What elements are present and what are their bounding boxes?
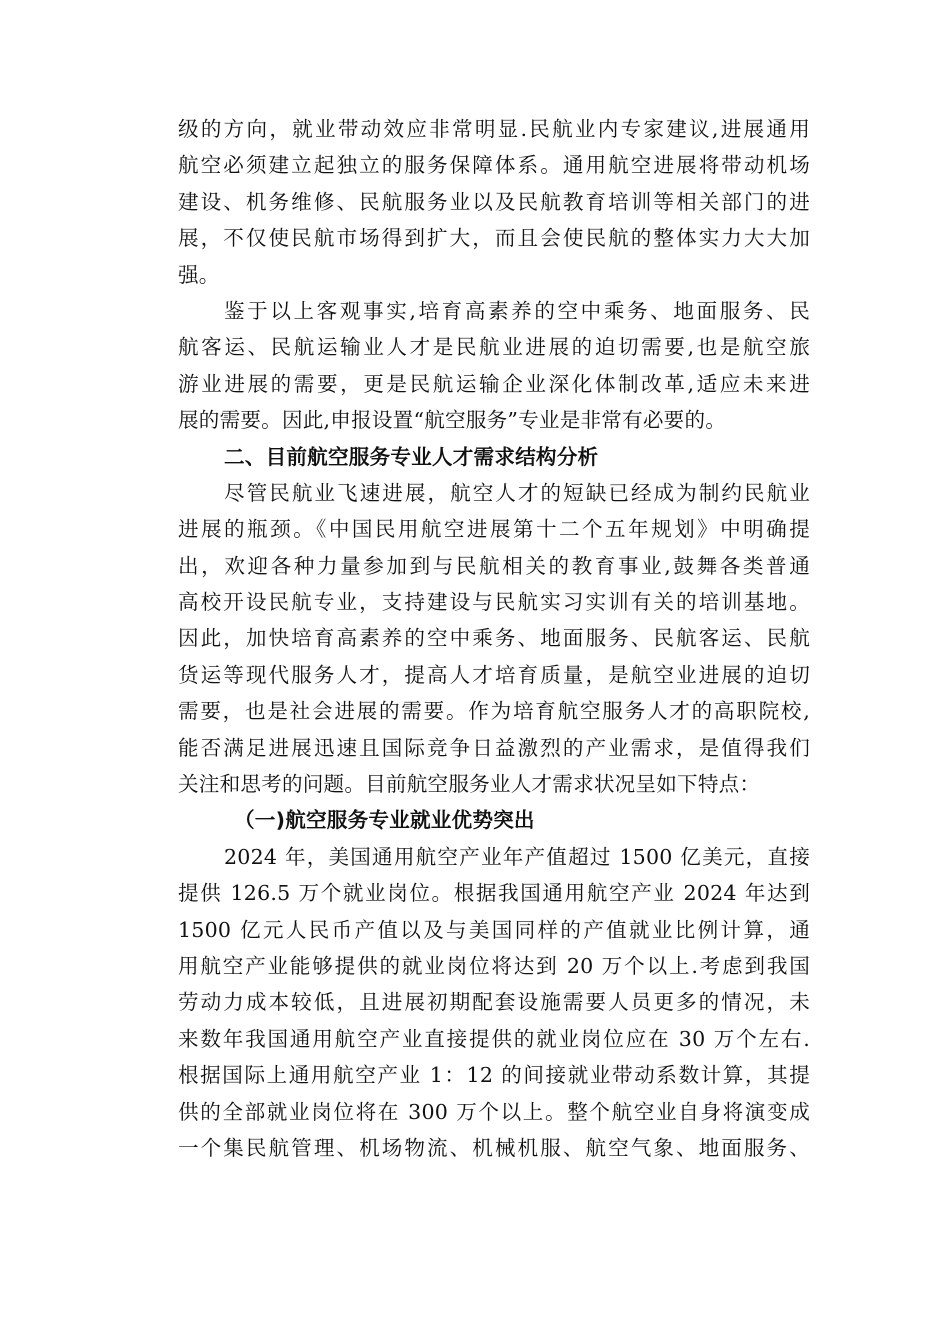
text-line: 需要，也是社会进展的需要。作为培育航空服务人才的高职院校, bbox=[178, 699, 810, 724]
text-line: 鉴于以上客观事实,培育高素养的空中乘务、地面服务、民 bbox=[224, 298, 810, 323]
text-line: 一个集民航管理、机场物流、机械机服、航空气象、地面服务、 bbox=[178, 1135, 810, 1160]
text-line: 2024 年，美国通用航空产业年产值超过 1500 亿美元，直接 bbox=[224, 844, 810, 869]
paragraph-talent-shortage bbox=[178, 475, 810, 803]
section-heading: 二、目前航空服务专业人才需求结构分析 bbox=[224, 444, 599, 469]
text-line: 级的方向，就业带动效应非常明显.民航业内专家建议,进展通用 bbox=[178, 117, 810, 141]
text-line: 货运等现代服务人才，提高人才培育质量，是航空业进展的迫切 bbox=[178, 662, 810, 687]
text-line: 高校开设民航专业，支持建设与民航实习实训有关的培训基地。 bbox=[178, 590, 810, 615]
text-line: 供的全部就业岗位将在 300 万个以上。整个航空业自身将演变成 bbox=[178, 1099, 810, 1124]
subsection-heading: （一)航空服务专业就业优势突出 bbox=[234, 808, 535, 833]
text-line: 用航空产业能够提供的就业岗位将达到 20 万个以上.考虑到我国 bbox=[178, 953, 810, 978]
paragraph-employment-statistics bbox=[178, 839, 810, 1167]
text-line: 强。 bbox=[178, 262, 220, 287]
text-line: 展的需要。因此,申报设置“航空服务”专业是非常有必要的。 bbox=[178, 408, 727, 433]
text-line: 航客运、民航运输业人才是民航业进展的迫切需要,也是航空旅 bbox=[178, 335, 810, 360]
text-line: 来数年我国通用航空产业直接提供的就业岗位应在 30 万个左右. bbox=[178, 1026, 810, 1051]
text-line: 建设、机务维修、民航服务业以及民航教育培训等相关部门的进 bbox=[178, 189, 810, 214]
paragraph-employment-effect bbox=[178, 111, 810, 293]
text-line: 出，欢迎各种力量参加到与民航相关的教育事业,鼓舞各类普通 bbox=[178, 553, 810, 578]
paragraph-necessity bbox=[178, 293, 810, 439]
text-line: 航空必须建立起独立的服务保障体系。通用航空进展将带动机场 bbox=[178, 153, 810, 178]
text-line: 因此，加快培育高素养的空中乘务、地面服务、民航客运、民航 bbox=[178, 626, 810, 651]
text-line: 能否满足进展迅速且国际竞争日益激烈的产业需求，是值得我们 bbox=[178, 735, 810, 760]
text-line: 展，不仅使民航市场得到扩大，而且会使民航的整体实力大大加 bbox=[178, 226, 810, 251]
text-line: 根据国际上通用航空产业 1：12 的间接就业带动系数计算，其提 bbox=[178, 1063, 810, 1088]
text-line: 劳动力成本较低，且进展初期配套设施需要人员更多的情况，未 bbox=[178, 990, 810, 1015]
text-line: 游业进展的需要，更是民航运输企业深化体制改革,适应未来进 bbox=[178, 371, 810, 396]
text-line: 尽管民航业飞速进展，航空人才的短缺已经成为制约民航业 bbox=[224, 480, 810, 505]
text-line: 关注和思考的问题。目前航空服务业人才需求状况呈如下特点： bbox=[178, 772, 761, 797]
text-line: 提供 126.5 万个就业岗位。根据我国通用航空产业 2024 年达到 bbox=[178, 881, 810, 906]
text-line: 1500 亿元人民币产值以及与美国同样的产值就业比例计算，通 bbox=[178, 917, 810, 942]
document-body bbox=[178, 111, 810, 1166]
text-line: 进展的瓶颈。《中国民用航空进展第十二个五年规划》中明确提 bbox=[178, 517, 810, 542]
